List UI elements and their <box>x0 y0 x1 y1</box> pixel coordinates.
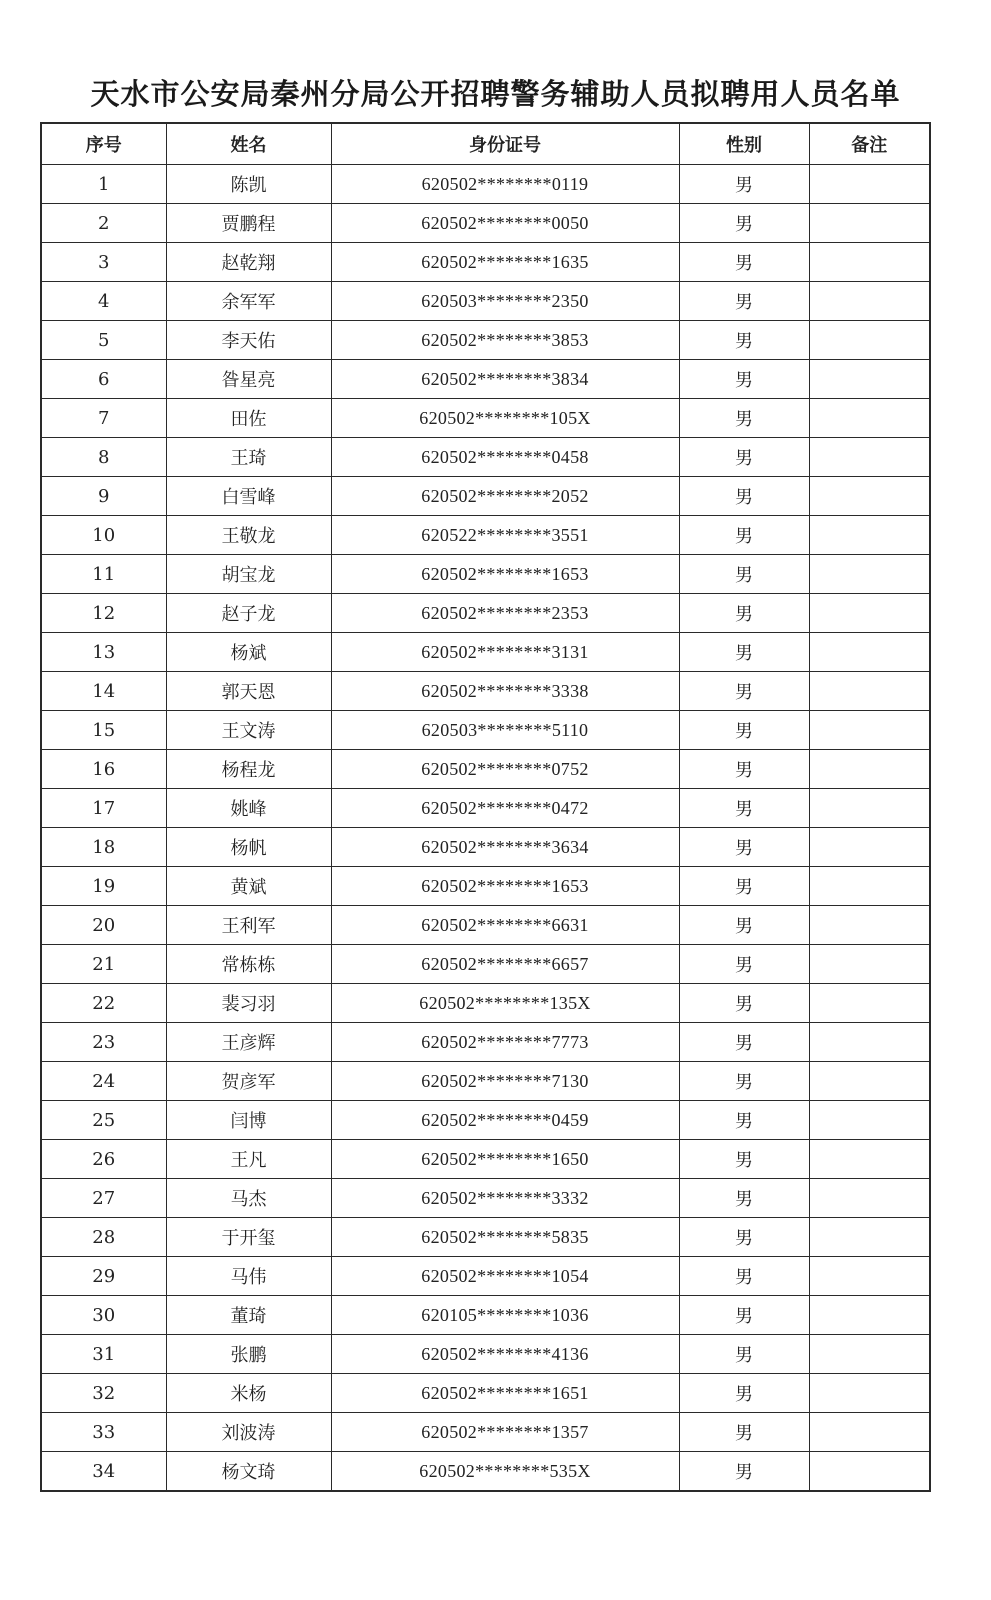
gender-cell: 男 <box>679 789 809 828</box>
gender-cell: 男 <box>679 1257 809 1296</box>
gender-cell: 男 <box>679 360 809 399</box>
gender-cell: 男 <box>679 750 809 789</box>
name-cell: 郭天恩 <box>166 672 331 711</box>
table-row <box>41 1179 930 1218</box>
id-number-cell: 620502********3332 <box>331 1179 679 1218</box>
remarks-cell <box>809 672 930 711</box>
table-row <box>41 1374 930 1413</box>
gender-cell: 男 <box>679 165 809 204</box>
remarks-cell <box>809 360 930 399</box>
id-number-cell: 620502********1653 <box>331 867 679 906</box>
name-cell: 杨文琦 <box>166 1452 331 1492</box>
gender-cell: 男 <box>679 516 809 555</box>
table-row <box>41 1335 930 1374</box>
table-row <box>41 945 930 984</box>
name-cell: 昝星亮 <box>166 360 331 399</box>
serial-cell: 33 <box>41 1413 166 1452</box>
table-row <box>41 906 930 945</box>
id-number-cell: 620502********1650 <box>331 1140 679 1179</box>
serial-cell: 11 <box>41 555 166 594</box>
gender-cell: 男 <box>679 672 809 711</box>
name-cell: 马伟 <box>166 1257 331 1296</box>
gender-cell: 男 <box>679 594 809 633</box>
gender-cell: 男 <box>679 1452 809 1492</box>
id-number-cell: 620502********6631 <box>331 906 679 945</box>
gender-cell: 男 <box>679 1374 809 1413</box>
gender-cell: 男 <box>679 282 809 321</box>
table-row <box>41 1140 930 1179</box>
serial-cell: 12 <box>41 594 166 633</box>
remarks-cell <box>809 867 930 906</box>
gender-cell: 男 <box>679 867 809 906</box>
id-number-cell: 620502********2052 <box>331 477 679 516</box>
header-remarks: 备注 <box>809 123 930 165</box>
name-cell: 杨帆 <box>166 828 331 867</box>
id-number-cell: 620502********105X <box>331 399 679 438</box>
gender-cell: 男 <box>679 633 809 672</box>
remarks-cell <box>809 1062 930 1101</box>
id-number-cell: 620502********135X <box>331 984 679 1023</box>
name-cell: 赵子龙 <box>166 594 331 633</box>
name-cell: 贺彦军 <box>166 1062 331 1101</box>
name-cell: 裴习羽 <box>166 984 331 1023</box>
remarks-cell <box>809 1140 930 1179</box>
gender-cell: 男 <box>679 477 809 516</box>
remarks-cell <box>809 1413 930 1452</box>
roster-table <box>40 122 931 1492</box>
remarks-cell <box>809 594 930 633</box>
serial-cell: 19 <box>41 867 166 906</box>
remarks-cell <box>809 1023 930 1062</box>
serial-cell: 27 <box>41 1179 166 1218</box>
serial-cell: 8 <box>41 438 166 477</box>
serial-cell: 24 <box>41 1062 166 1101</box>
table-row <box>41 1452 930 1492</box>
remarks-cell <box>809 633 930 672</box>
gender-cell: 男 <box>679 321 809 360</box>
serial-cell: 20 <box>41 906 166 945</box>
table-row <box>41 750 930 789</box>
name-cell: 王彦辉 <box>166 1023 331 1062</box>
remarks-cell <box>809 321 930 360</box>
id-number-cell: 620502********5835 <box>331 1218 679 1257</box>
table-header-row <box>41 123 930 165</box>
gender-cell: 男 <box>679 204 809 243</box>
remarks-cell <box>809 165 930 204</box>
remarks-cell <box>809 828 930 867</box>
name-cell: 于开玺 <box>166 1218 331 1257</box>
remarks-cell <box>809 906 930 945</box>
id-number-cell: 620502********1651 <box>331 1374 679 1413</box>
table-row <box>41 1257 930 1296</box>
serial-cell: 6 <box>41 360 166 399</box>
id-number-cell: 620502********0459 <box>331 1101 679 1140</box>
name-cell: 田佐 <box>166 399 331 438</box>
name-cell: 王琦 <box>166 438 331 477</box>
id-number-cell: 620502********0458 <box>331 438 679 477</box>
id-number-cell: 620503********2350 <box>331 282 679 321</box>
name-cell: 米杨 <box>166 1374 331 1413</box>
gender-cell: 男 <box>679 711 809 750</box>
remarks-cell <box>809 1452 930 1492</box>
name-cell: 闫博 <box>166 1101 331 1140</box>
remarks-cell <box>809 516 930 555</box>
table-row <box>41 1101 930 1140</box>
serial-cell: 2 <box>41 204 166 243</box>
gender-cell: 男 <box>679 555 809 594</box>
gender-cell: 男 <box>679 399 809 438</box>
serial-cell: 14 <box>41 672 166 711</box>
table-row <box>41 165 930 204</box>
remarks-cell <box>809 945 930 984</box>
id-number-cell: 620502********1635 <box>331 243 679 282</box>
id-number-cell: 620502********3834 <box>331 360 679 399</box>
name-cell: 杨程龙 <box>166 750 331 789</box>
serial-cell: 4 <box>41 282 166 321</box>
table-row <box>41 360 930 399</box>
id-number-cell: 620502********0752 <box>331 750 679 789</box>
id-number-cell: 620502********7130 <box>331 1062 679 1101</box>
id-number-cell: 620502********3338 <box>331 672 679 711</box>
gender-cell: 男 <box>679 1413 809 1452</box>
remarks-cell <box>809 438 930 477</box>
name-cell: 杨斌 <box>166 633 331 672</box>
table-row <box>41 1023 930 1062</box>
table-row <box>41 477 930 516</box>
name-cell: 董琦 <box>166 1296 331 1335</box>
id-number-cell: 620502********1653 <box>331 555 679 594</box>
name-cell: 王利军 <box>166 906 331 945</box>
table-row <box>41 1413 930 1452</box>
table-row <box>41 321 930 360</box>
gender-cell: 男 <box>679 1140 809 1179</box>
gender-cell: 男 <box>679 1335 809 1374</box>
gender-cell: 男 <box>679 1101 809 1140</box>
id-number-cell: 620502********3853 <box>331 321 679 360</box>
table-row <box>41 594 930 633</box>
header-gender: 性别 <box>679 123 809 165</box>
serial-cell: 30 <box>41 1296 166 1335</box>
name-cell: 张鹏 <box>166 1335 331 1374</box>
header-serial-number: 序号 <box>41 123 166 165</box>
gender-cell: 男 <box>679 906 809 945</box>
remarks-cell <box>809 1179 930 1218</box>
remarks-cell <box>809 477 930 516</box>
table-row <box>41 399 930 438</box>
serial-cell: 34 <box>41 1452 166 1492</box>
id-number-cell: 620502********1357 <box>331 1413 679 1452</box>
id-number-cell: 620502********3131 <box>331 633 679 672</box>
remarks-cell <box>809 555 930 594</box>
gender-cell: 男 <box>679 1218 809 1257</box>
name-cell: 常栋栋 <box>166 945 331 984</box>
name-cell: 李天佑 <box>166 321 331 360</box>
header-id-number: 身份证号 <box>331 123 679 165</box>
name-cell: 贾鹏程 <box>166 204 331 243</box>
table-row <box>41 828 930 867</box>
table-row <box>41 438 930 477</box>
remarks-cell <box>809 399 930 438</box>
remarks-cell <box>809 1101 930 1140</box>
table-row <box>41 555 930 594</box>
serial-cell: 23 <box>41 1023 166 1062</box>
serial-cell: 28 <box>41 1218 166 1257</box>
table-row <box>41 1062 930 1101</box>
serial-cell: 13 <box>41 633 166 672</box>
remarks-cell <box>809 1296 930 1335</box>
serial-cell: 26 <box>41 1140 166 1179</box>
remarks-cell <box>809 711 930 750</box>
remarks-cell <box>809 1374 930 1413</box>
serial-cell: 1 <box>41 165 166 204</box>
header-name: 姓名 <box>166 123 331 165</box>
serial-cell: 29 <box>41 1257 166 1296</box>
gender-cell: 男 <box>679 243 809 282</box>
serial-cell: 22 <box>41 984 166 1023</box>
id-number-cell: 620502********2353 <box>331 594 679 633</box>
remarks-cell <box>809 204 930 243</box>
remarks-cell <box>809 984 930 1023</box>
table-row <box>41 282 930 321</box>
serial-cell: 32 <box>41 1374 166 1413</box>
gender-cell: 男 <box>679 1023 809 1062</box>
name-cell: 王敬龙 <box>166 516 331 555</box>
gender-cell: 男 <box>679 984 809 1023</box>
id-number-cell: 620105********1036 <box>331 1296 679 1335</box>
remarks-cell <box>809 243 930 282</box>
remarks-cell <box>809 750 930 789</box>
name-cell: 赵乾翔 <box>166 243 331 282</box>
table-row <box>41 1218 930 1257</box>
serial-cell: 7 <box>41 399 166 438</box>
serial-cell: 25 <box>41 1101 166 1140</box>
name-cell: 余军军 <box>166 282 331 321</box>
remarks-cell <box>809 1257 930 1296</box>
serial-cell: 9 <box>41 477 166 516</box>
table-row <box>41 1296 930 1335</box>
table-row <box>41 867 930 906</box>
gender-cell: 男 <box>679 1296 809 1335</box>
id-number-cell: 620502********0050 <box>331 204 679 243</box>
serial-cell: 31 <box>41 1335 166 1374</box>
remarks-cell <box>809 1335 930 1374</box>
id-number-cell: 620502********0119 <box>331 165 679 204</box>
name-cell: 白雪峰 <box>166 477 331 516</box>
name-cell: 王文涛 <box>166 711 331 750</box>
table-row <box>41 516 930 555</box>
serial-cell: 3 <box>41 243 166 282</box>
id-number-cell: 620502********535X <box>331 1452 679 1492</box>
page-title: 天水市公安局秦州分局公开招聘警务辅助人员拟聘用人员名单 <box>90 77 901 111</box>
serial-cell: 5 <box>41 321 166 360</box>
table-row <box>41 633 930 672</box>
name-cell: 王凡 <box>166 1140 331 1179</box>
id-number-cell: 620502********0472 <box>331 789 679 828</box>
id-number-cell: 620502********7773 <box>331 1023 679 1062</box>
id-number-cell: 620522********3551 <box>331 516 679 555</box>
id-number-cell: 620502********6657 <box>331 945 679 984</box>
id-number-cell: 620502********3634 <box>331 828 679 867</box>
table-body <box>41 165 930 1492</box>
gender-cell: 男 <box>679 945 809 984</box>
gender-cell: 男 <box>679 438 809 477</box>
name-cell: 马杰 <box>166 1179 331 1218</box>
gender-cell: 男 <box>679 1062 809 1101</box>
serial-cell: 16 <box>41 750 166 789</box>
table-row <box>41 243 930 282</box>
gender-cell: 男 <box>679 828 809 867</box>
name-cell: 刘波涛 <box>166 1413 331 1452</box>
table-row <box>41 711 930 750</box>
name-cell: 黄斌 <box>166 867 331 906</box>
name-cell: 陈凯 <box>166 165 331 204</box>
table-row <box>41 789 930 828</box>
table-row <box>41 204 930 243</box>
id-number-cell: 620503********5110 <box>331 711 679 750</box>
remarks-cell <box>809 789 930 828</box>
serial-cell: 17 <box>41 789 166 828</box>
gender-cell: 男 <box>679 1179 809 1218</box>
table-row <box>41 672 930 711</box>
name-cell: 姚峰 <box>166 789 331 828</box>
serial-cell: 10 <box>41 516 166 555</box>
id-number-cell: 620502********1054 <box>331 1257 679 1296</box>
name-cell: 胡宝龙 <box>166 555 331 594</box>
serial-cell: 15 <box>41 711 166 750</box>
serial-cell: 18 <box>41 828 166 867</box>
table-row <box>41 984 930 1023</box>
id-number-cell: 620502********4136 <box>331 1335 679 1374</box>
remarks-cell <box>809 282 930 321</box>
serial-cell: 21 <box>41 945 166 984</box>
remarks-cell <box>809 1218 930 1257</box>
